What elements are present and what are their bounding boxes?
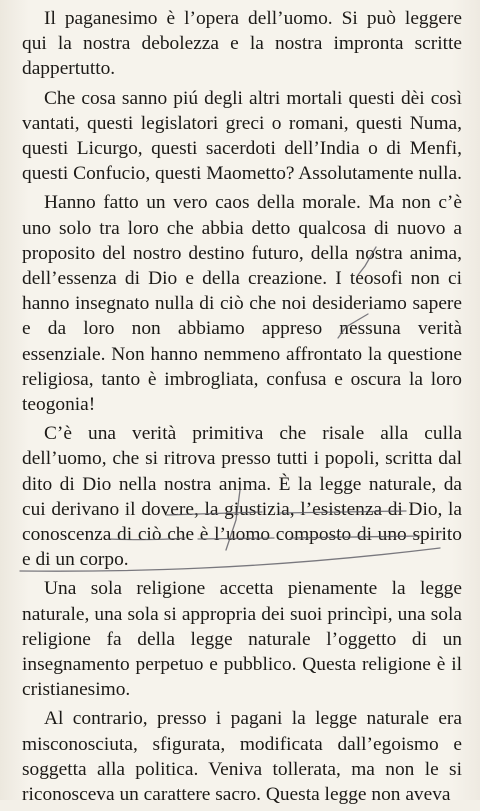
paragraph: Una sola religione accetta pienamente la legge naturale, una sola si appropria dei suoi princìpi, una sola religione fa della legge naturale l’oggetto di un insegnamento perpetuo e pubblico. Questa religione è il cristianesimo.: [22, 578, 462, 701]
paragraph: Che cosa sanno piú degli altri mortali questi dèi così vantati, questi legislatori greci o romani, questi Numa, questi Licurgo, questi sacerdoti dell’India o di Menfi, questi Confucio, questi Maometto? Assolutamente nulla.: [22, 87, 462, 185]
paragraph: Il paganesimo è l’opera dell’uomo. Si può leggere qui la nostra debolezza e la nostra impronta scritte dappertutto.: [22, 8, 462, 80]
paragraph: C’è una verità primitiva che risale alla culla dell’uomo, che si ritrova presso tutti i popoli, scritta dal dito di Dio nella nostra anima. È la legge naturale, da cui derivano il dovere, la giustizia, l’esistenza di Dio, la conoscenza di ciò che è l’uomo composto di uno spirito e di un corpo.: [22, 423, 462, 571]
body-text: [22, 6, 462, 811]
paragraph: Hanno fatto un vero caos della morale. Ma non c’è uno solo tra loro che abbia detto qualcosa di nuovo a proposito del nostro destino futuro, della nostra anima, dell’essenza di Dio e della creazione. I teosofi non ci hanno insegnato nulla di ciò che noi desideriamo sapere e da loro non abbiamo appreso nessuna verità essenziale. Non hanno nemmeno affrontato la questione religiosa, tanto è imbrogliata, confusa e oscura la loro teogonia!: [22, 192, 462, 416]
paragraph: Al contrario, presso i pagani la legge naturale era misconosciuta, sfigurata, modificata dall’egoismo e soggetta alla politica. Veniva tollerata, ma non le si riconosceva un carattere sacro. Questa legge non aveva: [22, 708, 462, 806]
